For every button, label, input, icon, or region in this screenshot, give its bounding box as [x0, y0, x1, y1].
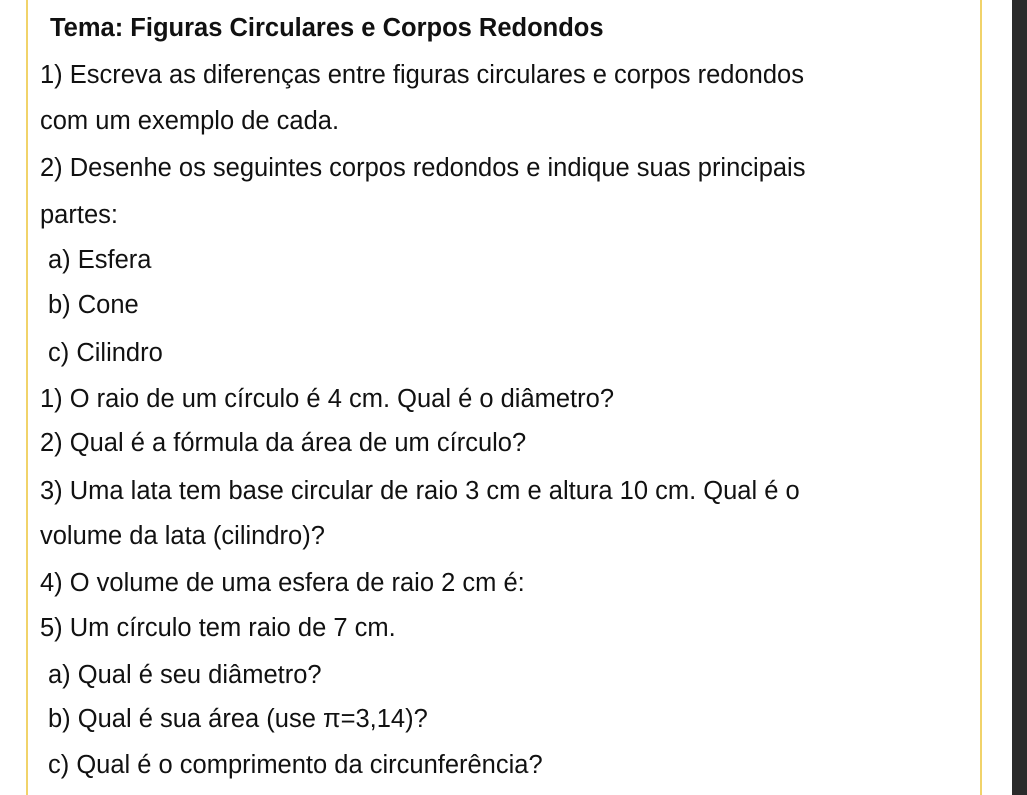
- exercise-3-line-1: 3) Uma lata tem base circular de raio 3 cm e altura 10 cm. Qual é o: [40, 477, 800, 505]
- exercise-1: 1) O raio de um círculo é 4 cm. Qual é o diâmetro?: [40, 385, 614, 413]
- exercise-5: 5) Um círculo tem raio de 7 cm.: [40, 614, 396, 642]
- exercise-2: 2) Qual é a fórmula da área de um círculo?: [40, 429, 527, 457]
- worksheet-title: Tema: Figuras Circulares e Corpos Redondos: [50, 14, 604, 42]
- item-a-esfera: a) Esfera: [48, 246, 152, 274]
- question-1-line-1: 1) Escreva as diferenças entre figuras circulares e corpos redondos: [40, 61, 804, 89]
- question-2-line-2: partes:: [40, 201, 118, 229]
- right-edge-bar: [1012, 0, 1027, 795]
- exercise-5-item-c: c) Qual é o comprimento da circunferência?: [48, 751, 543, 779]
- exercise-3-line-2: volume da lata (cilindro)?: [40, 522, 325, 550]
- item-c-cilindro: c) Cilindro: [48, 339, 163, 367]
- question-2-line-1: 2) Desenhe os seguintes corpos redondos e indique suas principais: [40, 154, 806, 182]
- item-b-cone: b) Cone: [48, 291, 139, 319]
- exercise-4: 4) O volume de uma esfera de raio 2 cm é:: [40, 569, 525, 597]
- question-1-line-2: com um exemplo de cada.: [40, 107, 340, 135]
- exercise-5-item-a: a) Qual é seu diâmetro?: [48, 661, 322, 689]
- worksheet-page: [26, 0, 982, 795]
- exercise-5-item-b: b) Qual é sua área (use π=3,14)?: [48, 705, 428, 733]
